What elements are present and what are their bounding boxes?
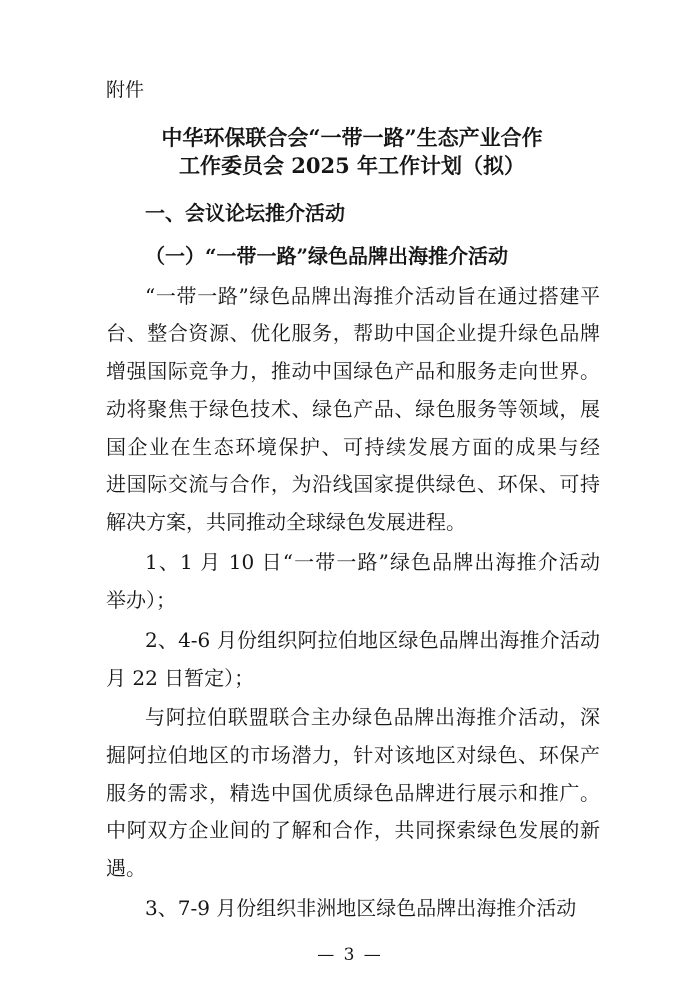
list-item-2-line: 月 22 日暂定）； [106, 666, 255, 690]
list-item-3: 3、7-9 月份组织非洲地区绿色品牌出海推介活动 [145, 896, 577, 920]
paragraph-2-line: 服务的需求，精选中国优质绿色品牌进行展示和推广。 [106, 781, 600, 805]
page-number: — 3 — [317, 945, 383, 965]
title-line-1: 中华环保联合会“一带一路”生态产业合作 [161, 125, 543, 150]
list-item-1-line: 1、1 月 10 日“一带一路”绿色品牌出海推介活动 [145, 550, 600, 574]
title-line-2: 工作委员会 2025 年工作计划（拟） [178, 153, 526, 178]
paragraph-1-line: 动将聚焦于绿色技术、绿色产品、绿色服务等领域，展 [106, 397, 600, 421]
paragraph-1-line: 增强国际竞争力，推动中国绿色产品和服务走向世界。 [106, 359, 600, 383]
annex-label: 附件 [106, 79, 145, 101]
paragraph-2-line: 遇。 [106, 856, 146, 880]
paragraph-2-line: 与阿拉伯联盟联合主办绿色品牌出海推介活动，深 [145, 705, 600, 729]
paragraph-1-line: 台、整合资源、优化服务，帮助中国企业提升绿色品牌 [106, 321, 600, 345]
paragraph-1-line: 国企业在生态环境保护、可持续发展方面的成果与经 [106, 435, 600, 459]
section-heading: 一、会议论坛推介活动 [145, 201, 345, 225]
paragraph-1-line: 解决方案，共同推动全球绿色发展进程。 [106, 510, 466, 534]
list-item-1-line: 举办）； [106, 588, 176, 612]
paragraph-1-line: “一带一路”绿色品牌出海推介活动旨在通过搭建平 [145, 284, 600, 308]
paragraph-2-line: 中阿双方企业间的了解和合作，共同探索绿色发展的新 [106, 818, 600, 842]
subsection-heading: （一）“一带一路”绿色品牌出海推介活动 [145, 244, 509, 268]
list-item-2-line: 2、4-6 月份组织阿拉伯地区绿色品牌出海推介活动 [145, 628, 600, 652]
paragraph-2-line: 掘阿拉伯地区的市场潜力，针对该地区对绿色、环保产 [106, 743, 600, 767]
paragraph-1-line: 进国际交流与合作，为沿线国家提供绿色、环保、可持 [106, 472, 600, 496]
